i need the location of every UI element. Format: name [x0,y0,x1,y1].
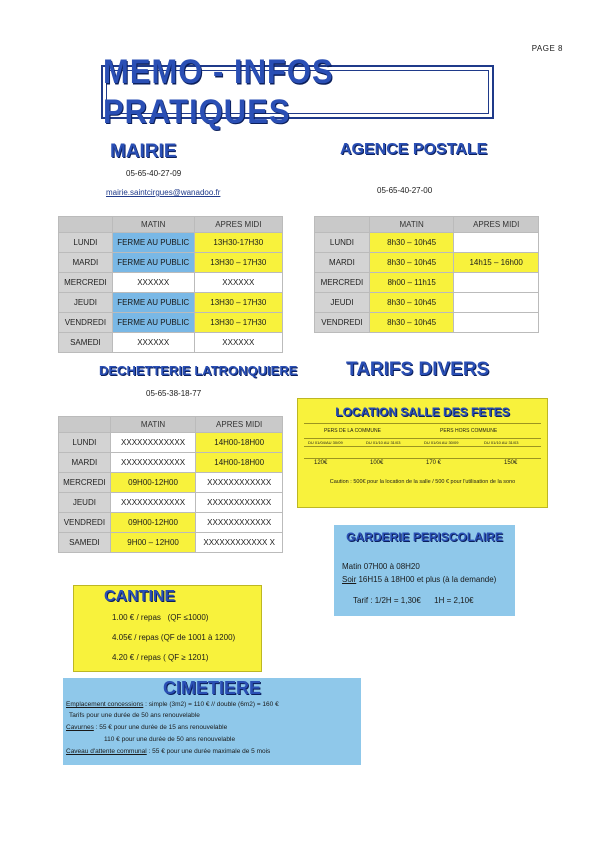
column-header: MATIN [112,217,194,233]
matin-cell: 8h00 – 11h15 [369,273,454,293]
mairie-email-link[interactable]: mairie.saintcirgues@wanadoo.fr [106,188,221,197]
page-title: MEMO - INFOS PRATIQUES [103,52,334,131]
garderie-panel [334,525,515,616]
matin-cell: 8h30 – 10h45 [369,293,454,313]
page-number: PAGE 8 [531,44,563,53]
matin-cell: XXXXXXXXXXXX [110,433,196,453]
concessions-label: Emplacement concessions [66,701,144,708]
table-row [59,473,283,493]
caution-text: Caution : 500€ pour la location de la salle / 500 € pour l'utilisation de la sono [329,479,516,485]
caveau-text: : 55 € pour une durée maximale de 5 mois [146,748,271,755]
col-commune-label: PERS DE LA COMMUNE [324,428,381,434]
table-row [59,313,283,333]
table-row [59,493,283,513]
matin-cell: XXXXXX [112,273,194,293]
apres-cell: XXXXXXXXXXXX X [196,533,283,553]
matin-cell: FERME AU PUBLIC [112,293,194,313]
apres-cell: XXXXXX [194,273,282,293]
apres-cell: 13H30 – 17H30 [194,293,282,313]
column-header [315,217,370,233]
agence-heading: AGENCE POSTALE [340,141,488,158]
table-row [59,453,283,473]
day-cell: LUNDI [59,433,111,453]
table-row [59,513,283,533]
garderie-soir: 16H15 à 18H00 et plus (à la demande) [356,575,497,584]
table-row [59,233,283,253]
apres-cell: XXXXXXXXXXXX [196,473,283,493]
day-cell: SAMEDI [59,333,113,353]
table-row [315,233,539,253]
column-header: APRES MIDI [196,417,283,433]
concessions-text: : simple (3m2) = 110 € // double (6m2) = 160 € [143,701,279,708]
apres-cell [454,233,539,253]
day-cell: SAMEDI [59,533,111,553]
matin-cell: 8h30 – 10h45 [369,313,454,333]
matin-cell: XXXXXX [112,333,194,353]
day-cell: MERCREDI [59,473,111,493]
cantine-line-1: 1.00 € / repas (QF ≤1000) [112,613,209,622]
mairie-phone: 05-65-40-27-09 [126,169,182,178]
dechetterie-schedule-table [58,416,283,553]
page-title-box [101,52,494,131]
matin-cell: 09H00-12H00 [110,513,196,533]
cavurnes-text: : 55 € pour une durée de 15 ans renouvelable [93,724,228,731]
day-cell: JEUDI [59,293,113,313]
location-salle-title: LOCATION SALLE DES FETES [335,405,510,419]
day-cell: MERCREDI [315,273,370,293]
cantine-panel [73,585,262,672]
garderie-title: GARDERIE PERISCOLAIRE [346,530,503,544]
day-cell: MERCREDI [59,273,113,293]
table-row [59,433,283,453]
day-cell: MARDI [59,253,113,273]
column-header: APRES MIDI [194,217,282,233]
column-header: MATIN [110,417,196,433]
period-3: DU 01/04 AU 30/09 [424,440,459,445]
price-2: 100€ [370,460,384,466]
period-2: DU 01/10 AU 31/03 [366,440,401,445]
day-cell: MARDI [315,253,370,273]
apres-cell: 13H30-17H30 [194,233,282,253]
apres-cell: XXXXXXXXXXXX [196,513,283,533]
cimetiere-line-3 [66,724,227,731]
table-header-row [315,217,539,233]
period-1: DU 01/04/AU 30/09 [308,440,343,445]
cimetiere-line-2: Tarifs pour une durée de 50 ans renouvelable [69,712,200,719]
period-4: DU 01/10 AU 31/03 [484,440,519,445]
table-header-row [59,417,283,433]
column-header: APRES MIDI [454,217,539,233]
cimetiere-panel [63,678,361,765]
garderie-soir-line [342,575,496,584]
table-header-row [59,217,283,233]
matin-cell: FERME AU PUBLIC [112,253,194,273]
table-row [315,313,539,333]
cimetiere-line-1 [66,701,279,708]
table-row [315,273,539,293]
day-cell: JEUDI [315,293,370,313]
apres-cell: XXXXXX [194,333,282,353]
apres-cell: 13H30 – 17H30 [194,253,282,273]
table-row [315,253,539,273]
location-salle-panel [297,398,548,508]
cavurnes-label: Cavurnes [66,724,94,731]
garderie-tarif: Tarif : 1/2H = 1,30€ 1H = 2,10€ [353,596,474,605]
table-row [315,293,539,313]
matin-cell: XXXXXXXXXXXX [110,453,196,473]
table-row [59,293,283,313]
matin-cell: XXXXXXXXXXXX [110,493,196,513]
garderie-soir-label: Soir [342,575,357,584]
table-row [59,253,283,273]
matin-cell: 9H00 – 12H00 [110,533,196,553]
apres-cell: XXXXXXXXXXXX [196,493,283,513]
garderie-matin: Matin 07H00 à 08H20 [342,562,420,571]
agence-schedule-table [314,216,539,333]
matin-cell: FERME AU PUBLIC [112,313,194,333]
location-price-grid [304,423,541,470]
matin-cell: 09H00-12H00 [110,473,196,493]
column-header [59,217,113,233]
price-4: 150€ [504,460,518,466]
cantine-line-2: 4.05€ / repas (QF de 1001 à 1200) [112,633,236,642]
apres-cell [454,313,539,333]
day-cell: JEUDI [59,493,111,513]
cimetiere-title: CIMETIERE [162,678,261,698]
cimetiere-line-5 [66,748,270,755]
matin-cell: 8h30 – 10h45 [369,253,454,273]
apres-cell: 13H30 – 17H30 [194,313,282,333]
table-row [59,333,283,353]
agence-phone: 05-65-40-27-00 [377,186,433,195]
dechetterie-heading: DECHETTERIE LATRONQUIERE [99,363,298,378]
dechetterie-phone: 05-65-38-18-77 [146,389,202,398]
day-cell: LUNDI [315,233,370,253]
table-row [59,533,283,553]
price-3: 170 € [426,460,442,466]
cimetiere-line-4: 110 € pour une durée de 50 ans renouvelable [104,736,236,743]
mairie-heading: MAIRIE [110,141,177,162]
tarifs-heading: TARIFS DIVERS [346,359,490,380]
apres-cell: 14H00-18H00 [196,433,283,453]
matin-cell: 8h30 – 10h45 [369,233,454,253]
matin-cell: FERME AU PUBLIC [112,233,194,253]
cantine-title: CANTINE [104,588,176,605]
day-cell: VENDREDI [59,513,111,533]
apres-cell [454,293,539,313]
day-cell: VENDREDI [315,313,370,333]
cantine-line-3: 4.20 € / repas ( QF ≥ 1201) [112,653,209,662]
mairie-schedule-table [58,216,283,353]
col-hors-commune-label: PERS HORS COMMUNE [440,428,498,434]
column-header [59,417,111,433]
day-cell: LUNDI [59,233,113,253]
caveau-label: Caveau d'attente communal [66,748,147,755]
table-row [59,273,283,293]
column-header: MATIN [369,217,454,233]
day-cell: VENDREDI [59,313,113,333]
apres-cell: 14H00-18H00 [196,453,283,473]
apres-cell [454,273,539,293]
apres-cell: 14h15 – 16h00 [454,253,539,273]
price-1: 120€ [314,460,328,466]
day-cell: MARDI [59,453,111,473]
